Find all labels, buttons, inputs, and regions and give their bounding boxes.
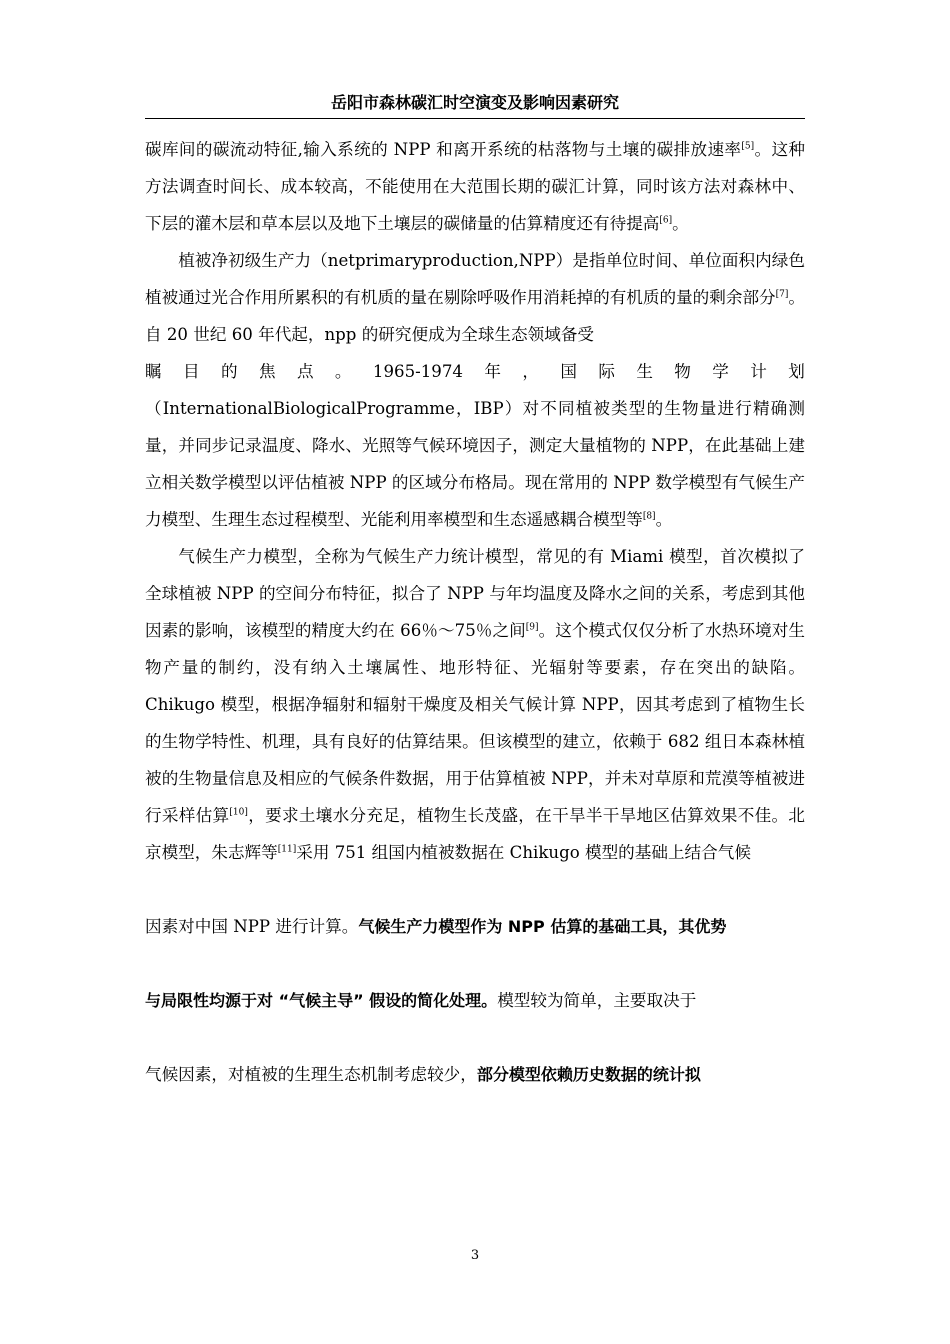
tail-line2-bold: 与局限性均源于对 “气候主导” 假设的简化处理。	[145, 991, 498, 1010]
para3-text1: 气候生产力模型，全称为气候生产力统计模型，常见的有 Miami 模型，首次模拟了全球植被 NPP 的空间分布特征，拟合了 NPP 与年均温度及降水之间的关系，考虑到其他因素的影响，该模型的精度大约在 66％～75％之间	[145, 547, 805, 640]
tail-line1-bold: 气候生产力模型作为 NPP 估算的基础工具，其优势	[358, 917, 727, 936]
citation-5: [5]	[741, 141, 755, 152]
para3-text3: ，要求土壤水分充足，植物生长茂盛，在干旱半干旱地区估算效果不佳。北京模型，朱志辉等	[145, 806, 806, 862]
citation-6: [6]	[659, 215, 673, 226]
tail-line-1	[145, 871, 805, 945]
tail-line3-bold: 部分模型依赖历史数据的统计拟	[476, 1065, 701, 1084]
tail-line1-plain: 因素对中国 NPP 进行计算。	[145, 917, 359, 936]
spread-char: 的	[220, 362, 238, 381]
para1-text2: 。这种方法调查时间长、成本较高，不能使用在大范围长期的碳汇计算，同时该方法对森林中、下层的灌木层和草本层以及地下土壤层的碳储量的估算精度还有待提高	[145, 140, 806, 233]
spread-char: 学	[712, 362, 729, 381]
paragraph-1	[145, 131, 805, 242]
spread-char: 际	[598, 362, 615, 381]
spread-char: ，	[522, 362, 539, 381]
spread-char: 划	[788, 362, 805, 381]
paragraph-3	[145, 538, 805, 871]
spread-char: 。	[334, 362, 352, 381]
spread-line	[145, 353, 805, 390]
para3-text2: 。这个模式仅仅分析了水热环境对生物产量的制约，没有纳入土壤属性、地形特征、光辐射等要素，存在突出的缺陷。Chikugo 模型，根据净辐射和辐射干燥度及相关气候计算 NPP，因其考虑到了植物生长的生物学特性、机理，具有良好的估算结果。但该模型的建立，依赖于 682 组日本森林植被的生物量信息及相应的气候条件数据，用于估算植被 NPP，并未对草原和荒漠等植被进行采样估算	[145, 621, 805, 825]
spread-char: 点	[296, 362, 314, 381]
spread-char: 物	[674, 362, 691, 381]
tail-lines	[145, 871, 805, 1093]
paragraph-2	[145, 242, 805, 353]
tail-line3-plain: 气候因素，对植被的生理生态机制考虑较少，	[145, 1065, 477, 1084]
para3-text4: 采用 751 组国内植被数据在 Chikugo 模型的基础上结合气候	[296, 843, 751, 862]
spread-char: 瞩	[145, 362, 162, 381]
running-header: 岳阳市森林碳汇时空演变及影响因素研究	[330, 93, 619, 112]
body-text	[145, 131, 805, 1093]
para2-text4: 。	[655, 510, 673, 529]
spread-char: 焦	[258, 362, 276, 381]
citation-11: [11]	[277, 844, 297, 855]
spread-char: 目	[182, 362, 200, 381]
para2-text2: 。自 20 世纪 60 年代起，npp 的研究便成为全球生态领域备受	[145, 288, 806, 344]
spread-char: 1965-1974	[372, 362, 463, 381]
spread-char: 年	[484, 362, 501, 381]
para1-text3: 。	[672, 214, 689, 233]
tail-line-2	[145, 945, 805, 1019]
spread-char: 生	[636, 362, 653, 381]
para2-text1: 植被净初级生产力（netprimaryproduction,NPP）是指单位时间、单位面积内绿色植被通过光合作用所累积的有机质的量在剔除呼吸作用消耗掉的有机质的量的剩余部分	[145, 251, 805, 307]
para1-text: 碳库间的碳流动特征,输入系统的 NPP 和离开系统的枯落物与土壤的碳排放速率	[145, 140, 742, 159]
tail-line-3	[145, 1019, 805, 1093]
spread-char: 计	[750, 362, 767, 381]
header-rule	[145, 118, 805, 119]
citation-8: [8]	[642, 511, 656, 522]
citation-10: [10]	[229, 807, 248, 818]
citation-9: [9]	[525, 622, 539, 633]
page-number: 3	[470, 1248, 480, 1263]
para2-text3: （InternationalBiologicalProgramme，IBP）对不同植被类型的生物量进行精确测量，并同步记录温度、降水、光照等气候环境因子，测定大量植物的 NPP，在此基础上建立相关数学模型以评估植被 NPP 的区域分布格局。现在常用的 NPP 数学模型有气候生产力模型、生理生态过程模型、光能利用率模型和生态遥感耦合模型等	[145, 399, 805, 529]
tail-line2-plain: 模型较为简单，主要取决于	[497, 991, 697, 1010]
spread-char: 国	[560, 362, 577, 381]
paragraph-2-cont	[145, 390, 805, 538]
citation-7: [7]	[775, 289, 789, 300]
